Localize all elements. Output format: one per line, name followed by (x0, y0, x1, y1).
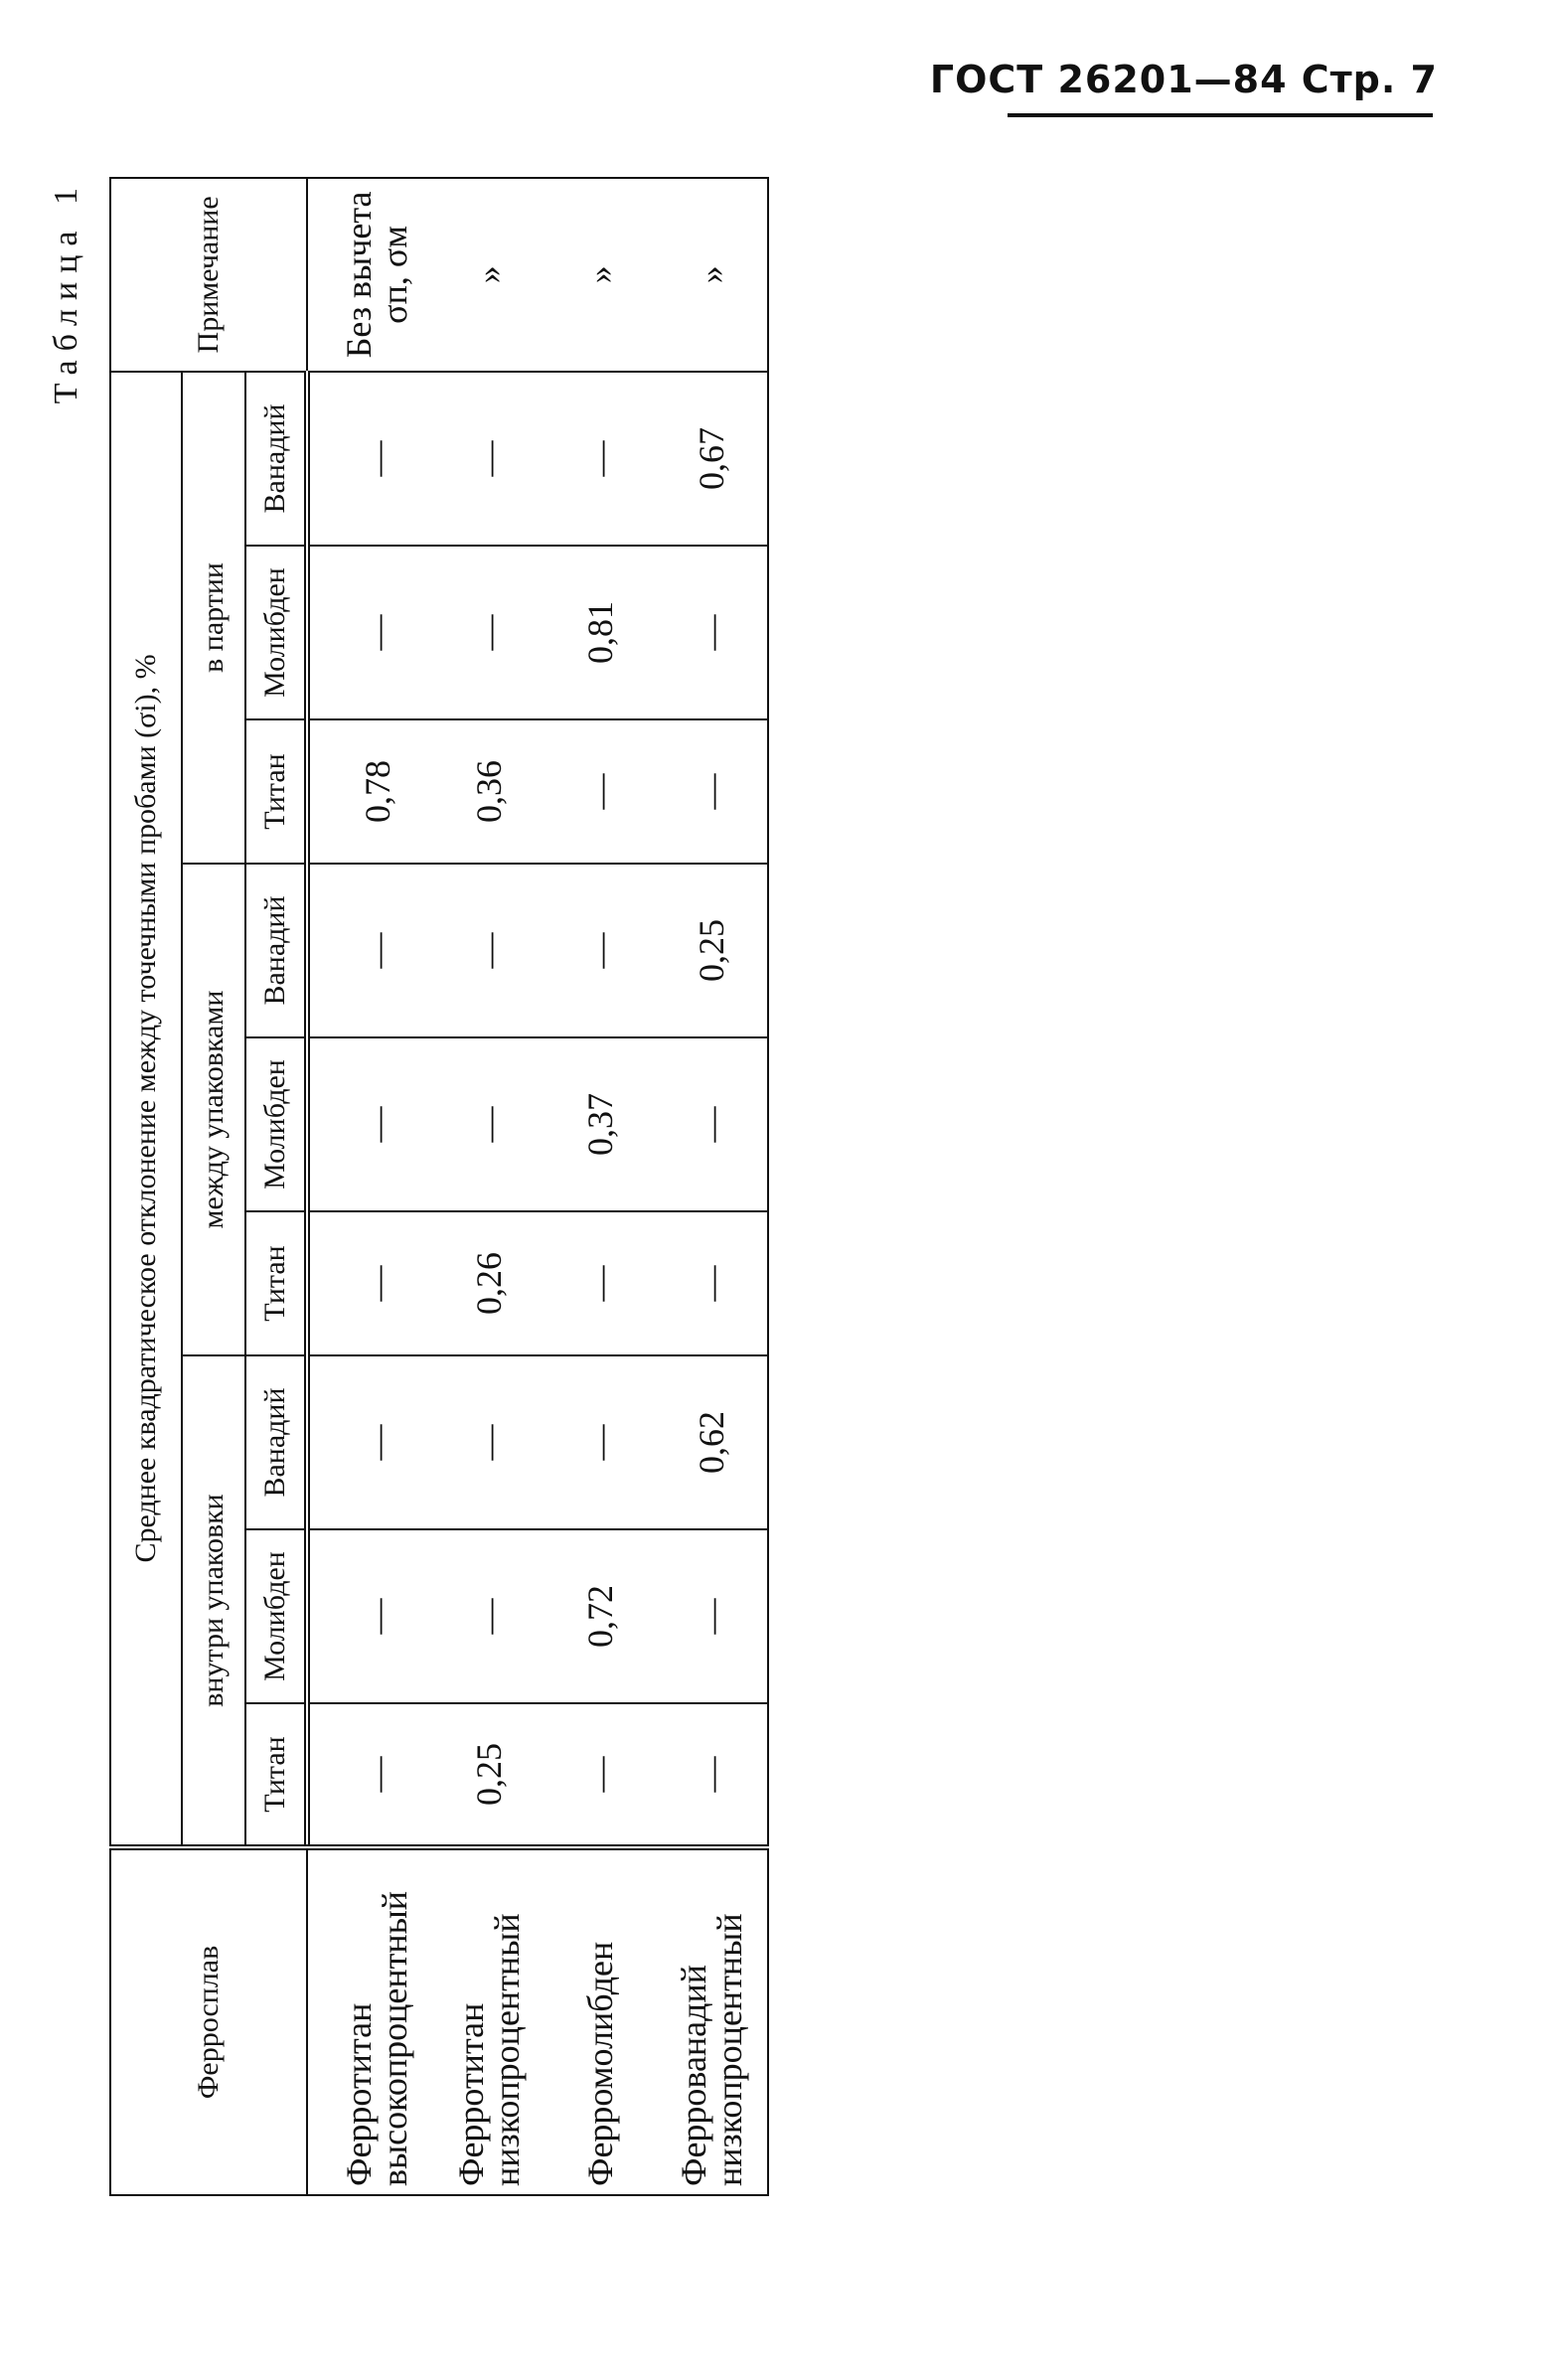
value-cell: — (307, 1703, 433, 1847)
value-cell: — (433, 1529, 545, 1703)
col-vanadium: Ванадий (245, 1355, 307, 1529)
table-row (307, 178, 433, 2195)
header-alloy: Ферросплав (110, 1847, 307, 2195)
value-cell: — (656, 719, 768, 864)
value-cell: — (307, 1529, 433, 1703)
value-cell: 0,72 (545, 1529, 656, 1703)
value-cell: — (307, 372, 433, 546)
value-cell: — (433, 864, 545, 1037)
table-row (545, 178, 656, 2195)
value-cell: — (433, 546, 545, 719)
value-cell: 0,62 (656, 1355, 768, 1529)
group-in-batch: в партии (182, 372, 245, 864)
col-titanium: Титан (245, 1211, 307, 1355)
value-cell: — (433, 1355, 545, 1529)
alloy-name: Ферротитан низкопроцентный (433, 1847, 545, 2195)
col-vanadium: Ванадий (245, 864, 307, 1037)
value-cell: — (545, 719, 656, 864)
value-cell: — (433, 372, 545, 546)
value-cell: 0,37 (545, 1037, 656, 1211)
value-cell: 0,25 (433, 1703, 545, 1847)
value-cell: — (656, 1703, 768, 1847)
value-cell: — (656, 1037, 768, 1211)
header-rule (1008, 113, 1433, 117)
value-cell: 0,36 (433, 719, 545, 864)
col-molybdenum: Молибден (245, 1037, 307, 1211)
value-cell: — (545, 1211, 656, 1355)
value-cell: — (307, 864, 433, 1037)
value-cell: — (545, 1703, 656, 1847)
value-cell: — (307, 1355, 433, 1529)
note-cell: Без вычета σп, σм (307, 178, 433, 372)
table-caption: Таблица 1 (48, 179, 84, 404)
note-cell: » (433, 178, 545, 372)
value-cell: — (307, 546, 433, 719)
header-note: Примечание (110, 178, 307, 372)
col-titanium: Титан (245, 719, 307, 864)
col-molybdenum: Молибден (245, 546, 307, 719)
value-cell: 0,26 (433, 1211, 545, 1355)
col-titanium: Титан (245, 1703, 307, 1847)
alloy-name: Ферротитан высокопроцентный (307, 1847, 433, 2195)
header-deviation: Среднее квадратическое отклонение между точечными пробами (σi), % (110, 372, 182, 1847)
table-row (656, 178, 768, 2195)
note-cell: » (656, 178, 768, 372)
table-row (433, 178, 545, 2195)
value-cell: — (307, 1037, 433, 1211)
col-vanadium: Ванадий (245, 372, 307, 546)
rotated-table-block (48, 179, 755, 2196)
group-between-packs: между упаковками (182, 864, 245, 1355)
value-cell: 0,81 (545, 546, 656, 719)
page-header: ГОСТ 26201—84 Стр. 7 (929, 58, 1438, 101)
group-inside-pack: внутри упаковки (182, 1355, 245, 1847)
value-cell: — (545, 1355, 656, 1529)
col-molybdenum: Молибден (245, 1529, 307, 1703)
value-cell: 0,67 (656, 372, 768, 546)
alloy-name: Феррованадий низкопроцентный (656, 1847, 768, 2195)
value-cell: — (656, 1211, 768, 1355)
value-cell: 0,25 (656, 864, 768, 1037)
value-cell: — (656, 1529, 768, 1703)
value-cell: — (545, 372, 656, 546)
note-cell: » (545, 178, 656, 372)
value-cell: 0,78 (307, 719, 433, 864)
alloy-name: Ферромолибден (545, 1847, 656, 2195)
value-cell: — (545, 864, 656, 1037)
data-table (109, 177, 769, 2196)
value-cell: — (433, 1037, 545, 1211)
value-cell: — (656, 546, 768, 719)
value-cell: — (307, 1211, 433, 1355)
